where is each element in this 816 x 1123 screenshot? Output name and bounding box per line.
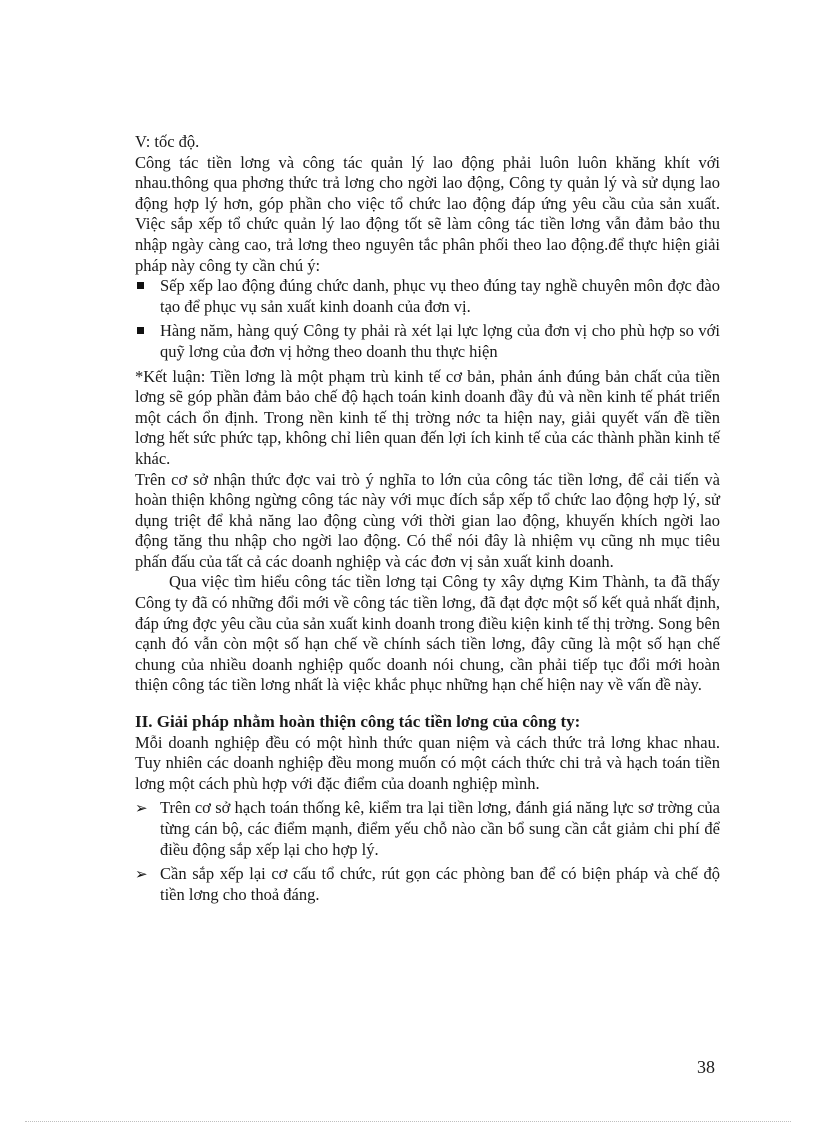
arrow-bullet-icon: ➢ — [135, 799, 148, 818]
paragraph: Qua việc tìm hiểu công tác tiền lơng tại Công ty xây dựng Kim Thành, ta đã thấy Công ty đã có những đổi mới về công tác tiền lơng, đã đạt đợc một số kết quả nhất định, đáp ứng đợc yêu cầu của sản xuất kinh doanh trong điều kiện kinh tế thị trờng. Song bên cạnh đó vẫn còn một số hạn chế về chính sách tiền lơng, đây cũng là một số hạn chế chung của nhiều doanh nghiệp quốc doanh nói chung, cần phải tiếp tục đổi mới hoàn thiện công tác tiền lơng nhất là việc khắc phục những hạn chế hiện nay về vấn đề này. — [135, 572, 720, 695]
document-body — [135, 132, 720, 909]
arrow-bullet-icon: ➢ — [135, 865, 148, 884]
list-item-text: Cần sắp xếp lại cơ cấu tổ chức, rút gọn các phòng ban để có biện pháp và chế độ tiền lơng cho thoả đáng. — [160, 864, 720, 904]
list-item-text: Trên cơ sở hạch toán thống kê, kiểm tra lại tiền lơng, đánh giá năng lực sơ trờng của từng cán bộ, các điểm mạnh, điểm yếu chỗ nào cần bổ sung cần cắt giảm chi phí để điều động sắp xếp lại cho hợp lý. — [160, 798, 720, 859]
page-number: 38 — [697, 1057, 715, 1077]
list-item — [135, 798, 720, 860]
square-bullet-icon — [137, 282, 144, 289]
arrow-bullet-list — [135, 798, 720, 905]
paragraph: Mỗi doanh nghiệp đều có một hình thức quan niệm và cách thức trả lơng khac nhau. Tuy nhiên các doanh nghiệp đều mong muốn có một cách thức chi trả và hạch toán tiền lơng một cách phù hợp với đặc điểm của doanh nghiệp mình. — [135, 732, 720, 793]
list-item-text: Sếp xếp lao động đúng chức danh, phục vụ theo đúng tay nghề chuyên môn đợc đào tạo để phục vụ sản xuất kinh doanh của đơn vị. — [160, 276, 720, 316]
footer-divider — [25, 1121, 791, 1122]
section-heading: II. Giải pháp nhằm hoàn thiện công tác tiền lơng của công ty: — [135, 712, 581, 732]
list-item-text: Hàng năm, hàng quý Công ty phải rà xét lại lực lợng của đơn vị cho phù hợp so với quỹ lơng của đơn vị hởng theo doanh thu thực hiện — [160, 321, 720, 361]
list-item — [135, 864, 720, 905]
paragraph: *Kết luận: Tiền lơng là một phạm trù kinh tế cơ bản, phản ánh đúng bản chất của tiền lơng sẽ góp phần đảm bảo chế độ hạch toán kinh doanh đầy đủ và nền kinh tế phát triển một cách ổn định. Trong nền kinh tế thị trờng nớc ta hiện nay, giải quyết vấn đề tiền lơng hết sức phức tạp, không chỉ liên quan đến lợi ích kinh tế của các thành phần kinh tế khác. — [135, 366, 720, 468]
paragraph: V: tốc độ. — [135, 132, 200, 151]
spacer — [135, 696, 720, 712]
square-bullet-list — [135, 276, 720, 362]
square-bullet-icon — [137, 327, 144, 334]
paragraph: Trên cơ sở nhận thức đợc vai trò ý nghĩa to lớn của công tác tiền lơng, để cải tiến và hoàn thiện không ngừng công tác này với mục đích sắp xếp tổ chức lao động hợp lý, sử dụng triệt để khả năng lao động cùng với thời gian lao động, khuyến khích ngời lao động tăng thu nhập cho ngời lao động. Có thể nói đây là nhiệm vụ cũng nh mục tiêu phấn đấu của tất cả các doanh nghiệp và các đơn vị sản xuất kinh doanh. — [135, 469, 720, 571]
paragraph: Công tác tiền lơng và công tác quản lý lao động phải luôn luôn khăng khít với nhau.thông qua phơng thức trả lơng cho ngời lao động, Công ty quản lý và sử dụng lao động hợp lý hơn, góp phần cho việc tổ chức lao động đáp ứng yêu cầu của sản xuất. Việc sắp xếp tổ chức quản lý lao động tốt sẽ làm công tác tiền lơng vẫn đảm bảo thu nhập ngày càng cao, trả lơng theo nguyên tắc phân phối theo lao động.để thực hiện giải pháp này công ty cần chú ý: — [135, 152, 720, 275]
list-item — [135, 276, 720, 317]
list-item — [135, 321, 720, 362]
